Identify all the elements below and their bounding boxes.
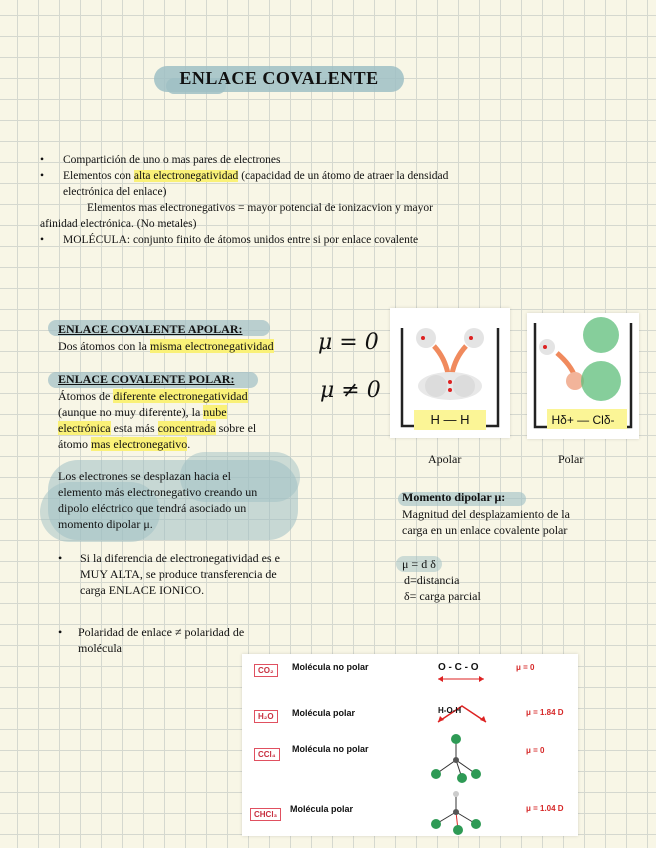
apolar-text: Dos átomos con la misma electronegatividad [58,339,274,353]
intro-section [40,152,600,248]
intro-bullet-2: Elementos con alta electronegatividad (capacidad de un átomo de atraer la densidad [63,170,449,182]
intro-bullet-1: Compartición de uno o mas pares de electrones [63,154,281,166]
dipole-d: d=distancia [404,573,460,587]
polar-heading: ENLACE COVALENTE POLAR: [58,372,235,386]
dipole-note: Los electrones se desplazan hacia el elemento más electronegativo creando un dipolo eléctrico que tendrá asociado un momento dipolar μ. [58,469,258,531]
title-banner [154,64,404,94]
ccl4-structure-diagram [428,734,484,784]
mol-label: Molécula polar [292,708,356,718]
mol-formula: CO₂ [254,660,278,678]
co2-dipole-arrows [436,674,486,684]
intro-bullet-2-cont: electrónica del enlace) [63,186,167,198]
mol-formula: H₂O [254,706,278,724]
mol-mu: μ = 1.04 D [526,804,564,813]
mol-mu: μ = 0 [516,663,535,672]
polarity-note: • Polaridad de enlace ≠ polaridad de molécula [58,625,245,655]
chcl3-structure-diagram [428,790,484,836]
molecule-table [242,654,578,836]
polar-formula: Hδ+ — Clδ- [551,413,615,427]
mol-formula: CHCl₃ [250,804,281,822]
page-title: ENLACE COVALENTE [179,68,379,88]
mol-mu: μ = 1.84 D [526,708,564,717]
polar-figure [527,313,639,439]
mol-label: Molécula no polar [292,662,369,672]
mol-label: Molécula no polar [292,744,369,754]
intro-line-3: Elementos mas electronegativos = mayor potencial de ionizacvion y mayor [87,202,433,214]
mol-label: Molécula polar [290,804,354,814]
apolar-figure [390,308,510,438]
intro-line-4: afinidad electrónica. (No metales) [40,218,197,230]
apolar-mu: μ = 0 [318,330,379,355]
mol-structure: H-O-H [438,706,462,715]
dipole-formula: μ = d δ [402,557,436,571]
ionic-note: • Si la diferencia de electronegatividad es e MUY ALTA, se produce transferencia de carga ENLACE IONICO. [58,551,280,597]
apolar-heading: ENLACE COVALENTE APOLAR: [58,322,243,336]
polar-caption: Polar [558,452,584,466]
intro-bullet-3: MOLÉCULA: conjunto finito de átomos unidos entre si por enlace covalente [63,234,419,246]
bullet-dot: • [40,154,45,166]
dipole-moment-definition: Magnitud del desplazamiento de la carga en un enlace covalente polar [402,507,570,537]
polar-mu: μ ≠ 0 [320,378,381,403]
dipole-delta: δ= carga parcial [404,589,481,603]
polar-text: Átomos de diferente electronegatividad (aunque no muy diferente), la nube electrónica esta más concentrada sobre el átomo mas electronegativo. [58,389,257,451]
apolar-formula: H — H [430,412,470,427]
bullet-dot: • [40,234,45,246]
mol-formula: CCl₄ [254,744,280,762]
mol-structure: O - C - O [438,662,479,673]
apolar-caption: Apolar [428,452,462,466]
bullet-dot: • [40,170,45,182]
dipole-moment-heading: Momento dipolar μ: [402,490,506,504]
mol-mu: μ = 0 [526,746,545,755]
